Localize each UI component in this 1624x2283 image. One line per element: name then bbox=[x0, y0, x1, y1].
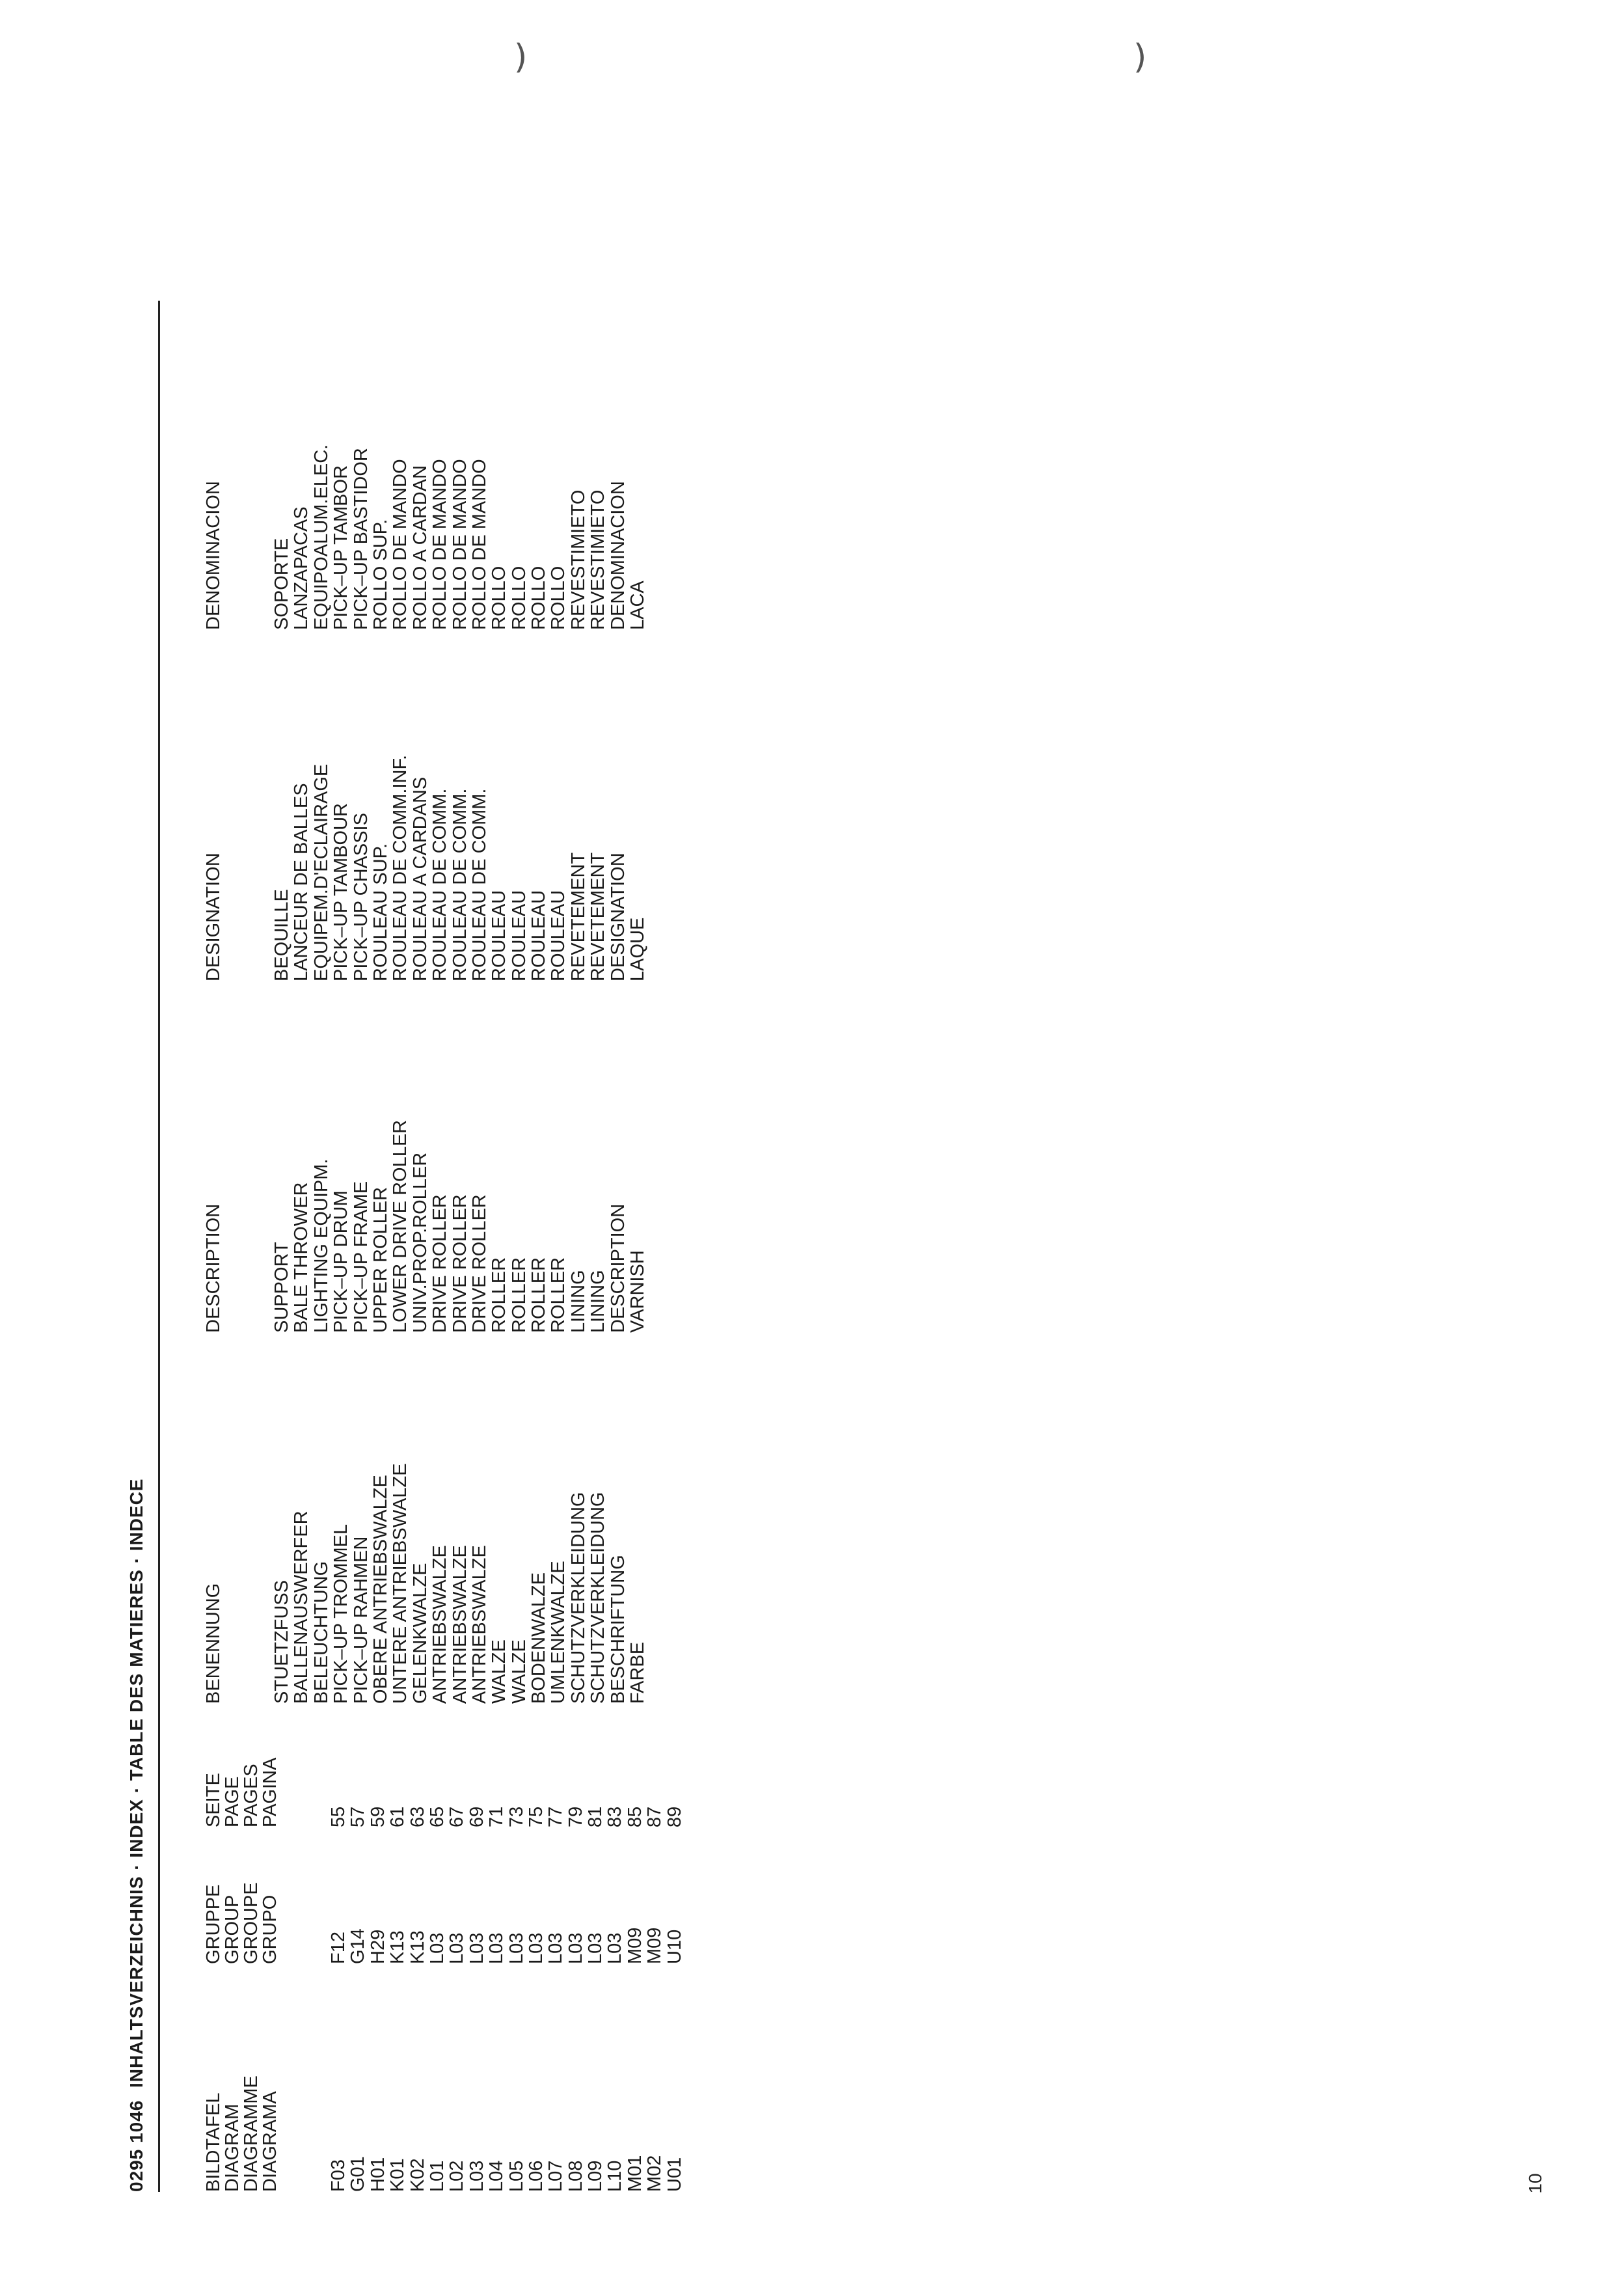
table-cell: ROLLER bbox=[508, 1257, 530, 1333]
column-page bbox=[204, 1758, 704, 1827]
column-header-line: DENOMINACION bbox=[203, 481, 224, 630]
table-cell: M09 bbox=[624, 1927, 645, 1964]
table-cell bbox=[684, 2075, 704, 2192]
column-header bbox=[204, 1758, 280, 1827]
table-cell: K01 bbox=[387, 2158, 409, 2192]
table-cell: M09 bbox=[644, 1927, 666, 1964]
table-cell: LANZAPACAS bbox=[291, 506, 312, 630]
table-cell: 83 bbox=[604, 1806, 626, 1827]
column-diagram bbox=[204, 2075, 704, 2192]
table-cell: 87 bbox=[644, 1806, 666, 1827]
table-cell: EQUIPEM.D'ECLAIRAGE bbox=[310, 763, 332, 981]
column-denominacion bbox=[204, 444, 647, 630]
table-cell: ROULEAU bbox=[489, 890, 510, 981]
table-cell: ANTRIEBSWALZE bbox=[468, 1545, 490, 1704]
table-cell: L04 bbox=[486, 2160, 508, 2192]
table-cell: EQUIPOALUM.ELEC. bbox=[310, 444, 332, 630]
table-cell: ROLLER bbox=[548, 1257, 569, 1333]
column-designation bbox=[204, 755, 647, 981]
table-cell: ROULEAU bbox=[508, 890, 530, 981]
column-header-line: PAGE bbox=[222, 1776, 243, 1827]
column-header bbox=[204, 444, 223, 630]
margin-mark-left: ) bbox=[514, 38, 528, 77]
table-cell: L09 bbox=[585, 2160, 606, 2192]
table-cell: ROLLER bbox=[489, 1257, 510, 1333]
column-header-line: GRUPO bbox=[260, 1894, 280, 1964]
table-cell: ROULEAU bbox=[548, 890, 569, 981]
table-cell: PICK–UP RAHMEN bbox=[350, 1536, 372, 1704]
document-title: INHALTSVERZEICHNIS · INDEX · TABLE DES MATIERES · INDECE bbox=[126, 1478, 146, 2088]
column-header bbox=[204, 1120, 223, 1333]
table-cell: L03 bbox=[466, 2160, 487, 2192]
table-cell: H29 bbox=[367, 1929, 388, 1964]
table-cell: L03 bbox=[545, 1932, 567, 1964]
table-cell: LINING bbox=[567, 1270, 589, 1333]
table-cell: REVETEMENT bbox=[588, 852, 609, 981]
table-cell: K13 bbox=[387, 1930, 409, 1964]
table-cell: M01 bbox=[624, 2155, 645, 2192]
table-cell: 69 bbox=[466, 1806, 487, 1827]
table-cell: L03 bbox=[466, 1932, 487, 1964]
table-cell: 89 bbox=[664, 1806, 685, 1827]
column-header-line: GROUPE bbox=[241, 1882, 262, 1964]
table-cell: UPPER ROLLER bbox=[370, 1186, 391, 1333]
column-cells bbox=[329, 2075, 704, 2192]
table-cell: LACA bbox=[627, 581, 649, 630]
table-cell: 57 bbox=[347, 1806, 369, 1827]
table-cell: DESIGNATION bbox=[607, 853, 629, 981]
page-number: 10 bbox=[1525, 2173, 1545, 2194]
table-cell: ANTRIEBSWALZE bbox=[429, 1545, 451, 1704]
table-cell: 67 bbox=[446, 1806, 468, 1827]
table-cell: ROLLO DE MANDO bbox=[468, 459, 490, 630]
table-cell: 85 bbox=[624, 1806, 645, 1827]
table-cell: UNIV.PROP.ROLLER bbox=[409, 1152, 431, 1333]
column-cells bbox=[329, 1758, 704, 1827]
table-cell: ANTRIEBSWALZE bbox=[449, 1545, 470, 1704]
table-cell: DRIVE ROLLER bbox=[429, 1194, 451, 1333]
table-cell: 61 bbox=[387, 1806, 409, 1827]
table-cell: L10 bbox=[604, 2160, 626, 2192]
table-cell: PICK–UP TROMMEL bbox=[331, 1524, 352, 1704]
column-benennung bbox=[204, 1463, 647, 1704]
table-cell: UMLENKWALZE bbox=[548, 1561, 569, 1704]
column-header-line: BILDTAFEL bbox=[203, 2092, 224, 2192]
table-cell: L03 bbox=[525, 1932, 547, 1964]
table-cell: DESCRIPTION bbox=[607, 1203, 629, 1333]
table-cell: DRIVE ROLLER bbox=[468, 1194, 490, 1333]
column-header bbox=[204, 755, 223, 981]
table-cell: BALLENAUSWERFER bbox=[291, 1511, 312, 1704]
table-cell: SOPORTE bbox=[271, 538, 292, 630]
column-cells bbox=[272, 755, 647, 981]
table-cell: U10 bbox=[664, 1929, 685, 1964]
table-cell bbox=[684, 1882, 704, 1964]
table-cell: ROULEAU DE COMM. bbox=[468, 788, 490, 981]
table-cell: LIGHTING EQUIPM. bbox=[310, 1158, 332, 1333]
column-header bbox=[204, 2075, 280, 2192]
table-cell: GELENKWALZE bbox=[409, 1563, 431, 1704]
table-cell: PICK–UP CHASSIS bbox=[350, 813, 372, 981]
table-cell: BEQUILLE bbox=[271, 889, 292, 981]
table-cell: REVESTIMIETO bbox=[588, 489, 609, 630]
column-header-line: GROUP bbox=[222, 1894, 243, 1964]
table-cell: L03 bbox=[446, 1932, 468, 1964]
table-cell: L08 bbox=[565, 2160, 586, 2192]
table-cell: ROLLO DE MANDO bbox=[449, 459, 470, 630]
table-cell: L03 bbox=[486, 1932, 508, 1964]
table-cell: STUETZFUSS bbox=[271, 1579, 292, 1704]
table-cell: BELEUCHTUNG bbox=[310, 1561, 332, 1704]
table-cell: 65 bbox=[426, 1806, 448, 1827]
table-cell: BESCHRIFTUNG bbox=[607, 1555, 629, 1704]
table-cell: ROLLER bbox=[528, 1257, 550, 1333]
column-header-line: BENENNUNG bbox=[203, 1583, 224, 1704]
table-cell: BODENWALZE bbox=[528, 1572, 550, 1704]
margin-mark-right: ) bbox=[1133, 38, 1147, 77]
column-header bbox=[204, 1882, 280, 1964]
table-cell: L03 bbox=[565, 1932, 586, 1964]
table-cell: L03 bbox=[506, 1932, 527, 1964]
table-cell: ROULEAU SUP. bbox=[370, 843, 391, 981]
table-cell: F12 bbox=[328, 1932, 349, 1964]
table-cell: UNTERE ANTRIEBSWALZE bbox=[390, 1463, 411, 1704]
table-cell bbox=[684, 1758, 704, 1827]
table-cell: L01 bbox=[426, 2160, 448, 2192]
table-cell: 79 bbox=[565, 1806, 586, 1827]
table-cell: 59 bbox=[367, 1806, 388, 1827]
table-cell: PICK–UP TAMBOUR bbox=[331, 803, 352, 981]
table-cell: ROULEAU DE COMM. bbox=[449, 788, 470, 981]
table-cell: L02 bbox=[446, 2160, 468, 2192]
column-header-line: GRUPPE bbox=[203, 1884, 224, 1964]
table-cell: VARNISH bbox=[627, 1250, 649, 1333]
table-cell: PICK–UP DRUM bbox=[331, 1190, 352, 1333]
table-cell: PICK–UP FRAME bbox=[350, 1181, 372, 1333]
table-cell: 81 bbox=[585, 1806, 606, 1827]
table-cell: F03 bbox=[328, 2159, 349, 2192]
table-cell: M02 bbox=[644, 2155, 666, 2192]
table-cell: ROLLO bbox=[548, 566, 569, 630]
table-cell: DRIVE ROLLER bbox=[449, 1194, 470, 1333]
table-cell: WALZE bbox=[489, 1639, 510, 1704]
table-cell: 63 bbox=[407, 1806, 428, 1827]
table-cell: LINING bbox=[588, 1270, 609, 1333]
table-cell: K13 bbox=[407, 1930, 428, 1964]
table-cell: K02 bbox=[407, 2158, 428, 2192]
table-cell: PICK–UP TAMBOR bbox=[331, 465, 352, 630]
table-cell: ROULEAU DE COMM.INF. bbox=[390, 754, 411, 981]
column-header-line: DESIGNATION bbox=[203, 853, 224, 981]
table-cell: LOWER DRIVE ROLLER bbox=[390, 1119, 411, 1333]
column-header-line: DIAGRAM bbox=[222, 2103, 243, 2192]
column-header-line: DIAGRAMME bbox=[241, 2075, 262, 2192]
document-id: 0295 1046 bbox=[126, 2099, 146, 2192]
column-cells bbox=[329, 1882, 704, 1964]
column-cells bbox=[272, 444, 647, 630]
table-cell: ROLLO A CARDAN bbox=[409, 465, 431, 630]
table-cell: H01 bbox=[367, 2157, 388, 2192]
table-cell: L03 bbox=[604, 1932, 626, 1964]
table-cell: L03 bbox=[426, 1932, 448, 1964]
table-cell: G01 bbox=[347, 2156, 369, 2192]
table-cell: L07 bbox=[545, 2160, 567, 2192]
table-cell: LAQUE bbox=[627, 917, 649, 981]
column-cells bbox=[272, 1120, 647, 1333]
column-description bbox=[204, 1120, 647, 1333]
column-cells bbox=[272, 1463, 647, 1704]
table-cell: SCHUTZVERKLEIDUNG bbox=[567, 1492, 589, 1704]
column-header bbox=[204, 1463, 223, 1704]
table-cell: ROLLO SUP. bbox=[370, 519, 391, 630]
table-cell: FARBE bbox=[627, 1641, 649, 1704]
table-cell: PICK–UP BASTIDOR bbox=[350, 448, 372, 630]
table-cell: SCHUTZVERKLEIDUNG bbox=[588, 1492, 609, 1704]
table-cell: L05 bbox=[506, 2160, 527, 2192]
column-header-line: DIAGRAMA bbox=[260, 2091, 280, 2192]
table-cell: SUPPORT bbox=[271, 1242, 292, 1333]
table-cell: WALZE bbox=[508, 1639, 530, 1704]
table-cell: 75 bbox=[525, 1806, 547, 1827]
table-cell: REVESTIMIETO bbox=[567, 489, 589, 630]
table-cell: ROULEAU bbox=[528, 890, 550, 981]
index-sheet bbox=[117, 301, 846, 2192]
table-cell: DENOMINACION bbox=[607, 481, 629, 630]
table-cell: REVETEMENT bbox=[567, 852, 589, 981]
table-cell: ROULEAU A CARDANS bbox=[409, 776, 431, 981]
column-header-line: PAGES bbox=[241, 1764, 262, 1827]
table-cell: OBERE ANTRIEBSWALZE bbox=[370, 1475, 391, 1704]
table-cell: ROLLO bbox=[489, 566, 510, 630]
table-cell: 55 bbox=[328, 1806, 349, 1827]
table-cell: ROULEAU DE COMM. bbox=[429, 788, 451, 981]
column-header-line: SEITE bbox=[203, 1773, 224, 1827]
table-cell: 73 bbox=[506, 1806, 527, 1827]
table-cell: U01 bbox=[664, 2157, 685, 2192]
column-group bbox=[204, 1882, 704, 1964]
table-cell: L06 bbox=[525, 2160, 547, 2192]
table-cell: ROLLO bbox=[528, 566, 550, 630]
column-header-line: PAGINA bbox=[260, 1757, 280, 1827]
table-cell: ROLLO DE MANDO bbox=[390, 459, 411, 630]
column-header-line: DESCRIPTION bbox=[203, 1203, 224, 1333]
table-cell: L03 bbox=[585, 1932, 606, 1964]
table-cell: ROLLO bbox=[508, 566, 530, 630]
table-cell: BALE THROWER bbox=[291, 1182, 312, 1333]
table-cell: 71 bbox=[486, 1806, 508, 1827]
table-cell: ROLLO DE MANDO bbox=[429, 459, 451, 630]
table-cell: G14 bbox=[347, 1928, 369, 1964]
table-cell: LANCEUR DE BALLES bbox=[291, 783, 312, 981]
table-cell: 77 bbox=[545, 1806, 567, 1827]
